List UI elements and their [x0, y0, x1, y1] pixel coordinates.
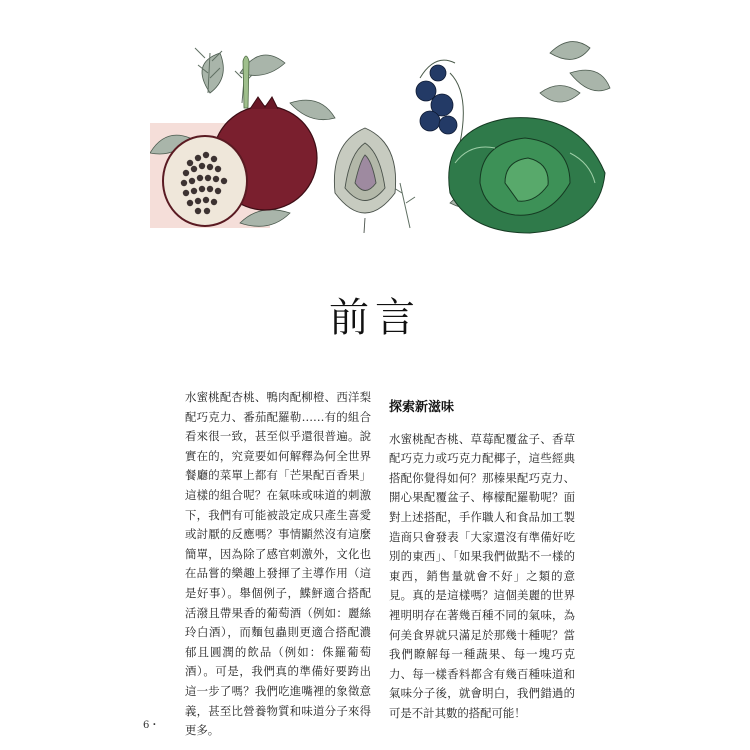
pomegranate-half: [163, 136, 247, 226]
page-title: 前言: [329, 295, 421, 341]
right-column: [389, 388, 575, 724]
right-body-text: 水蜜桃配杏桃、草莓配覆盆子、香草配巧克力或巧克力配椰子，這些經典搭配你覺得如何？那榛果配巧克力、開心果配覆盆子、檸檬配羅勒呢？面對上述搭配，手作職人和食品加工製造商只會發表「大家還沒有準備好吃別的東西」、「如果我們做點不一樣的東西，銷售量就會不好」之類的意見。真的是這樣嗎？這個美麗的世界裡明明存在著幾百種不同的氣味，為何美食界就只滿足於那幾十種呢？當我們瞭解每一種蔬果、每一塊巧克力、每一樣香料都含有幾百種味道和氣味分子後，就會明白，我們錯過的可是不計其數的搭配可能！: [389, 431, 575, 720]
cabbage: [449, 118, 605, 233]
vegetable-illustration: [150, 33, 612, 236]
section-heading: 探索新滋味: [389, 400, 455, 415]
artichoke: [334, 128, 395, 233]
asparagus: [243, 56, 249, 108]
page-number-value: 6: [143, 720, 150, 731]
left-body-text: 水蜜桃配杏桃、鴨肉配柳橙、西洋梨配巧克力、番茄配羅勒……有的組合看來很一致，甚至似乎還很普遍。說實在的，究竟要如何解釋為何全世界餐廳的菜單上都有「芒果配百香果」這樣的組合呢？在氣味或味道的刺激下，我們有可能被設定成只產生喜愛或討厭的反應嗎？事情顯然沒有這麼簡單，因為除了感官刺激外，文化也在品嘗的樂趣上發揮了主導作用（這是好事）。舉個例子，鰈鮃適合搭配活潑且帶果香的葡萄酒（例如：麗絲玲白酒），而麵包蟲則更適合搭配濃郁且圓潤的飲品（例如：侏羅葡萄酒）。可是，我們真的準備好要跨出這一步了嗎？我們吃進嘴裡的象徵意義，甚至比營養物質和味道分子來得更多。: [185, 390, 371, 738]
page-number: 6・: [143, 720, 160, 731]
fruits-vegetables-drawing: [150, 33, 612, 236]
left-column: [185, 388, 371, 741]
